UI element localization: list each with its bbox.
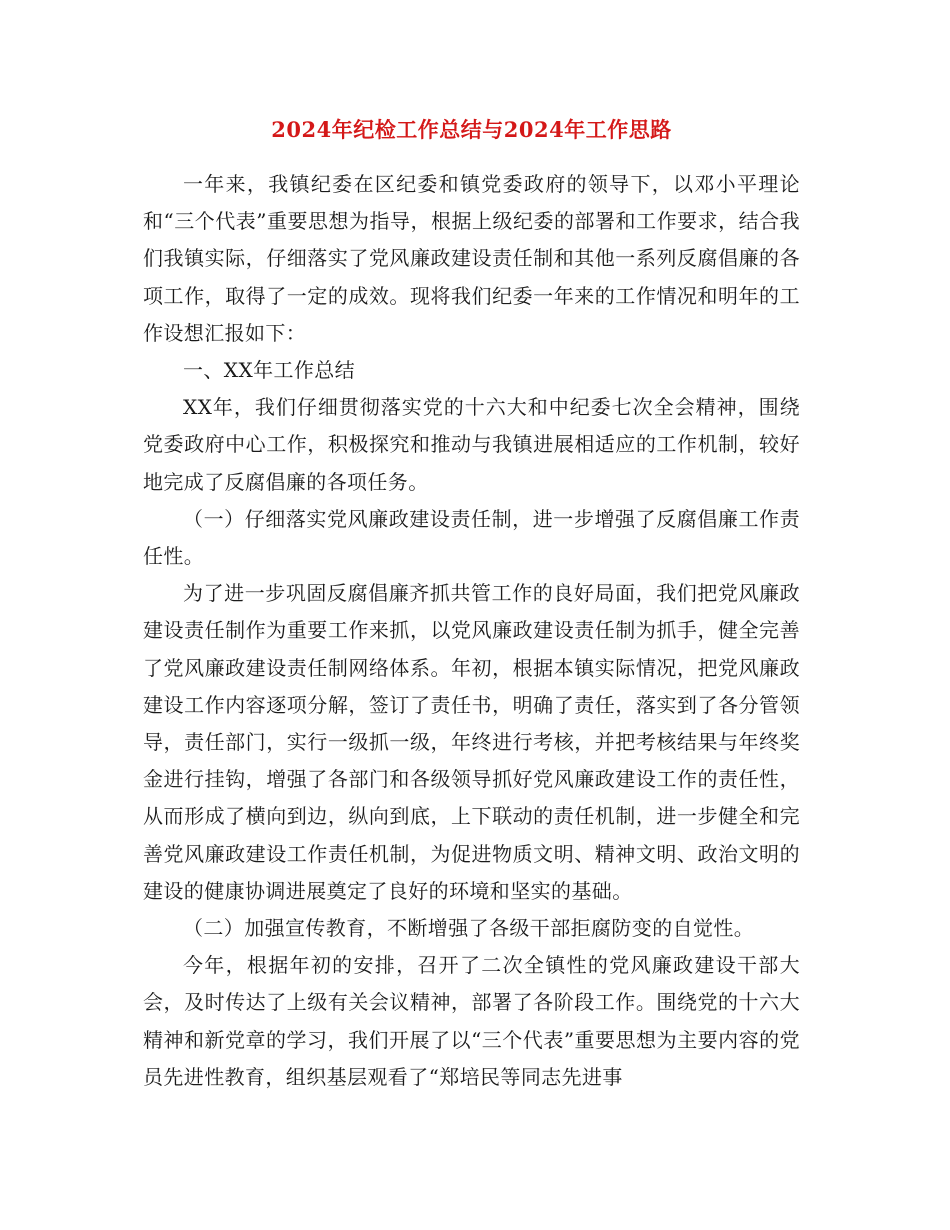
paragraph-education: 今年，根据年初的安排，召开了二次全镇性的党风廉政建设干部大会，及时传达了上级有关会议精神，部署了各阶段工作。围绕党的十六大精神和新党章的学习，我们开展了以“三个代表”重要思想为主要内容的党员先进性教育，组织基层观看了“郑培民等同志先进事 [143,953,800,1089]
document-body [143,166,800,1096]
section-heading-1: 一、XX年工作总结 [183,358,356,383]
paragraph-responsibility: 为了进一步巩固反腐倡廉齐抓共管工作的良好局面，我们把党风廉政建设责任制作为重要工作来抓，以党风廉政建设责任制为抓手，健全完善了党风廉政建设责任制网络体系。年初，根据本镇实际情况，把党风廉政建设工作内容逐项分解，签订了责任书，明确了责任，落实到了各分管领导，责任部门，实行一级抓一级，年终进行考核，并把考核结果与年终奖金进行挂钩，增强了各部门和各级领导抓好党风廉政建设工作的责任性，从而形成了横向到边，纵向到底，上下联动的责任机制，进一步健全和完善党风廉政建设工作责任机制，为促进物质文明、精神文明、政治文明的建设的健康协调进展奠定了良好的环境和坚实的基础。 [143,581,800,903]
subsection-heading-1: （一）仔细落实党风廉政建设责任制，进一步增强了反腐倡廉工作责任性。 [143,506,800,569]
paragraph-summary: XX年，我们仔细贯彻落实党的十六大和中纪委七次全会精神，围绕党委政府中心工作，积极探究和推动与我镇进展相适应的工作机制，较好地完成了反腐倡廉的各项任务。 [143,395,800,494]
subsection-heading-2: （二）加强宣传教育，不断增强了各级干部拒腐防变的自觉性。 [183,916,755,941]
paragraph-intro: 一年来，我镇纪委在区纪委和镇党委政府的领导下，以邓小平理论和“三个代表”重要思想为指导，根据上级纪委的部署和工作要求，结合我们我镇实际，仔细落实了党风廉政建设责任制和其他一系列反腐倡廉的各项工作，取得了一定的成效。现将我们纪委一年来的工作情况和明年的工作设想汇报如下： [143,172,800,345]
document-title: 2024年纪检工作总结与2024年工作思路 [271,117,672,142]
